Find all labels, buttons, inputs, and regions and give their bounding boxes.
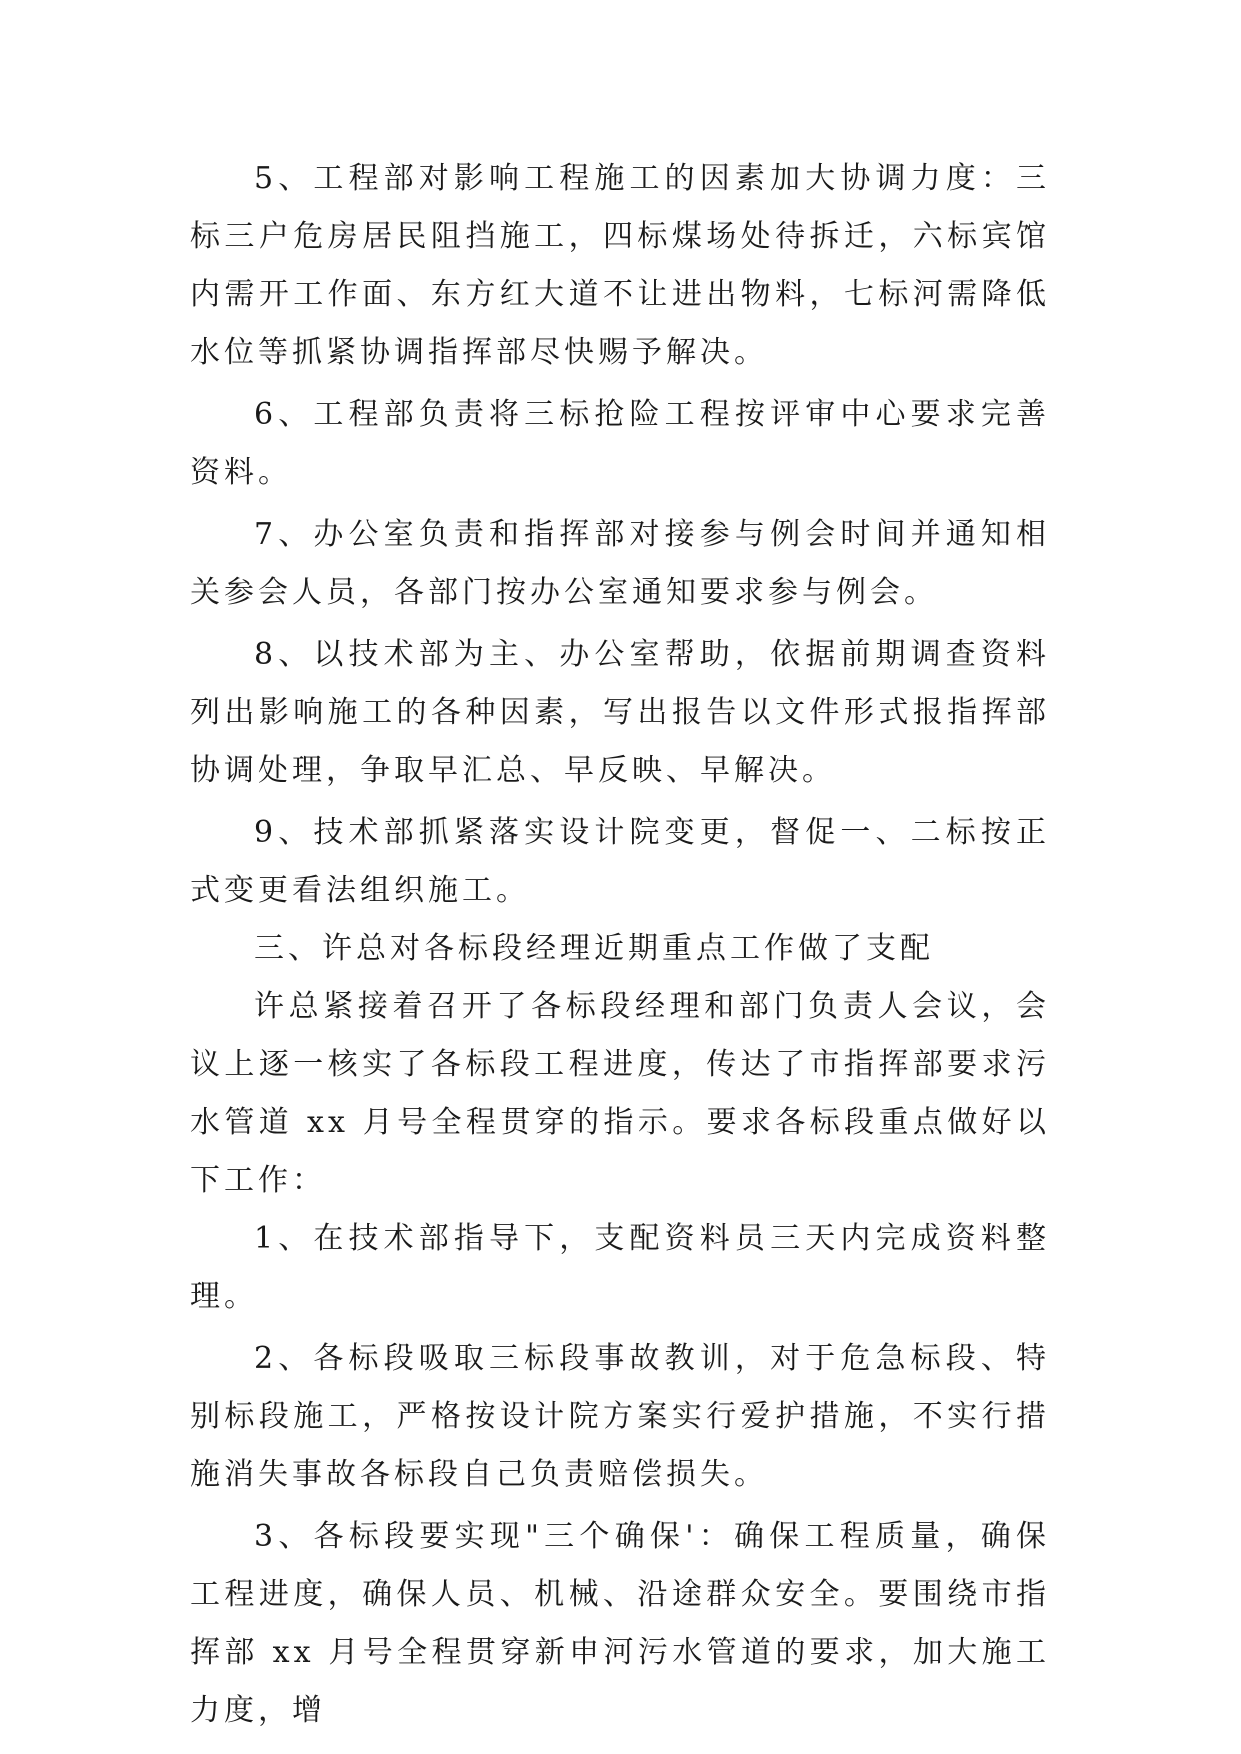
document-page — [190, 150, 1050, 1740]
paragraph-item-6: 6、工程部负责将三标抢险工程按评审中心要求完善资料。 — [190, 397, 1050, 490]
task-item-1: 1、在技术部指导下，支配资料员三天内完成资料整理。 — [190, 1221, 1050, 1314]
section-heading-3: 三、许总对各标段经理近期重点工作做了支配 — [254, 931, 934, 966]
paragraph-item-5: 5、工程部对影响工程施工的因素加大协调力度：三标三户危房居民阻挡施工，四标煤场处待拆迁，六标宾馆内需开工作面、东方红大道不让进出物料，七标河需降低水位等抓紧协调指挥部尽快赐予解决。 — [190, 161, 1050, 370]
paragraph-item-9: 9、技术部抓紧落实设计院变更，督促一、二标按正式变更看法组织施工。 — [190, 815, 1050, 908]
meeting-summary-paragraph: 许总紧接着召开了各标段经理和部门负责人会议，会议上逐一核实了各标段工程进度，传达了市指挥部要求污水管道 xx 月号全程贯穿的指示。要求各标段重点做好以下工作： — [190, 989, 1050, 1198]
task-item-2: 2、各标段吸取三标段事故教训，对于危急标段、特别标段施工，严格按设计院方案实行爱护措施，不实行措施消失事故各标段自己负责赔偿损失。 — [190, 1341, 1050, 1492]
paragraph-item-8: 8、以技术部为主、办公室帮助，依据前期调查资料列出影响施工的各种因素，写出报告以文件形式报指挥部协调处理，争取早汇总、早反映、早解决。 — [190, 637, 1050, 788]
paragraph-item-7: 7、办公室负责和指挥部对接参与例会时间并通知相关参会人员，各部门按办公室通知要求参与例会。 — [190, 517, 1050, 610]
task-item-3: 3、各标段要实现"三个确保'：确保工程质量，确保工程进度，确保人员、机械、沿途群众安全。要围绕市指挥部 xx 月号全程贯穿新申河污水管道的要求，加大施工力度，增 — [190, 1519, 1050, 1728]
